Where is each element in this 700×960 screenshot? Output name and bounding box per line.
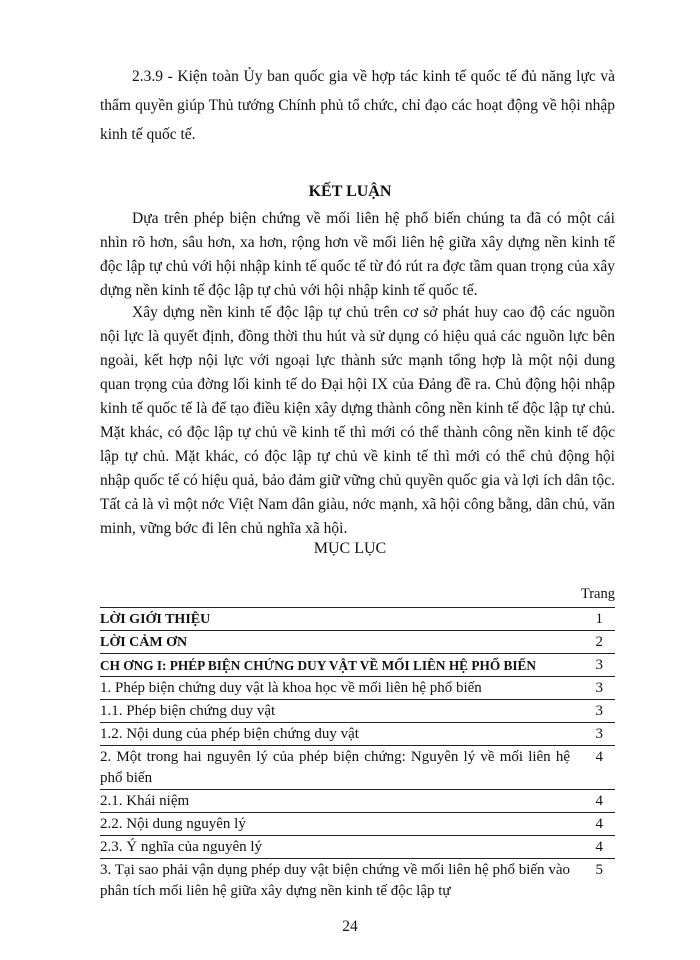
toc-row[interactable]: [100, 812, 615, 835]
toc-row[interactable]: [100, 835, 615, 858]
toc-row-page: 1: [595, 611, 603, 627]
toc-row-page: 4: [595, 793, 603, 809]
toc-row[interactable]: [100, 653, 615, 676]
toc-row-page: 3: [595, 680, 603, 696]
toc-row-title: CH ƠNG I: PHÉP BIỆN CHỨNG DUY VẬT VỀ MỐI LIÊN HỆ PHỔ BIẾN: [100, 658, 537, 673]
toc-page-column-header: Trang: [580, 586, 615, 602]
toc-heading: MỤC LỤC: [313, 540, 387, 557]
toc-row-title: 2.1. Khái niệm: [100, 793, 190, 809]
conclusion-heading: KẾT LUẬN: [308, 183, 392, 200]
toc-row-page: 2: [595, 634, 603, 650]
toc-row-page: 3: [595, 657, 603, 673]
toc-row[interactable]: [100, 745, 615, 789]
toc-row[interactable]: [100, 858, 615, 902]
toc-row-title: 3. Tại sao phải vận dụng phép duy vật biện chứng về mối liên hệ phổ biến vào phân tích mối liên hệ giữa xây dựng nền kinh tế độc lập tự: [100, 862, 570, 899]
toc-row-page: 4: [595, 816, 603, 832]
toc-row[interactable]: [100, 699, 615, 722]
section-2-3-9-paragraph: 2.3.9 - Kiện toàn Ủy ban quốc gia về hợp tác kinh tế quốc tế đủ năng lực và thẩm quyền giúp Thủ tướng Chính phủ tổ chức, chỉ đạo các hoạt động về hội nhập kinh tế quốc tế.: [100, 68, 615, 143]
toc-row-title: LỜI GIỚI THIỆU: [100, 612, 211, 627]
table-of-contents: [100, 583, 615, 902]
toc-row[interactable]: [100, 607, 615, 630]
page-number: 24: [342, 918, 358, 935]
toc-row[interactable]: [100, 676, 615, 699]
conclusion-paragraph-1: Dựa trên phép biện chứng về mối liên hệ phổ biến chúng ta đã có một cái nhìn rõ hơn, sâu hơn, xa hơn, rộng hơn về mối liên hệ giữa xây dựng nền kinh tế độc lập tự chủ với hội nhập kinh tế quốc tế từ đó rút ra đợc tầm quan trọng của xây dựng nền kinh tế độc lập tự chủ với hội nhập kinh tế quốc tế.: [100, 210, 615, 299]
toc-row-page: 3: [595, 726, 603, 742]
conclusion-paragraph-2: Xây dựng nền kinh tế độc lập tự chủ trên cơ sở phát huy cao độ các nguồn nội lực là quyết định, đồng thời thu hút và sử dụng có hiệu quả các nguồn lực bên ngoài, kết hợp nội lực với ngoại lực thành sức mạnh tổng hợp là một nội dung quan trọng của đờng lối kinh tế do Đại hội IX của Đảng đề ra. Chủ động hội nhập kinh tế quốc tế là để tạo điều kiện xây dựng thành công nền kinh tế độc lập tự chủ. Mặt khác, có độc lập tự chủ về kinh tế thì mới có thể thành công nền kinh tế độc lập tự chủ. Mặt khác, có độc lập tự chủ về kinh tế thì mới có thể chủ động hội nhập quốc tế có hiệu quả, bảo đảm giữ vững chủ quyền quốc gia và lợi ích dân tộc. Tất cả là vì một nớc Việt Nam dân giàu, nớc mạnh, xã hội công bằng, dân chủ, văn minh, vững bớc đi lên chủ nghĩa xã hội.: [100, 304, 615, 537]
toc-row-page: 5: [595, 862, 603, 878]
toc-row-title: 1.1. Phép biện chứng duy vật: [100, 703, 276, 719]
toc-row-page: 4: [595, 749, 603, 765]
toc-row-page: 3: [595, 703, 603, 719]
toc-row-title: LỜI CẢM ƠN: [100, 635, 188, 650]
toc-row[interactable]: [100, 789, 615, 812]
toc-row[interactable]: [100, 722, 615, 745]
toc-row-title: 1. Phép biện chứng duy vật là khoa học về mối liên hệ phổ biến: [100, 680, 482, 696]
toc-row-title: 1.2. Nội dung của phép biện chứng duy vật: [100, 726, 359, 742]
toc-row-page: 4: [595, 839, 603, 855]
toc-row-title: 2. Một trong hai nguyên lý của phép biện chứng: Nguyên lý về mối liên hệ phổ biến: [100, 749, 570, 786]
toc-row-title: 2.2. Nội dung nguyên lý: [100, 816, 246, 832]
toc-row-title: 2.3. Ý nghĩa của nguyên lý: [100, 839, 263, 855]
toc-row[interactable]: [100, 630, 615, 653]
